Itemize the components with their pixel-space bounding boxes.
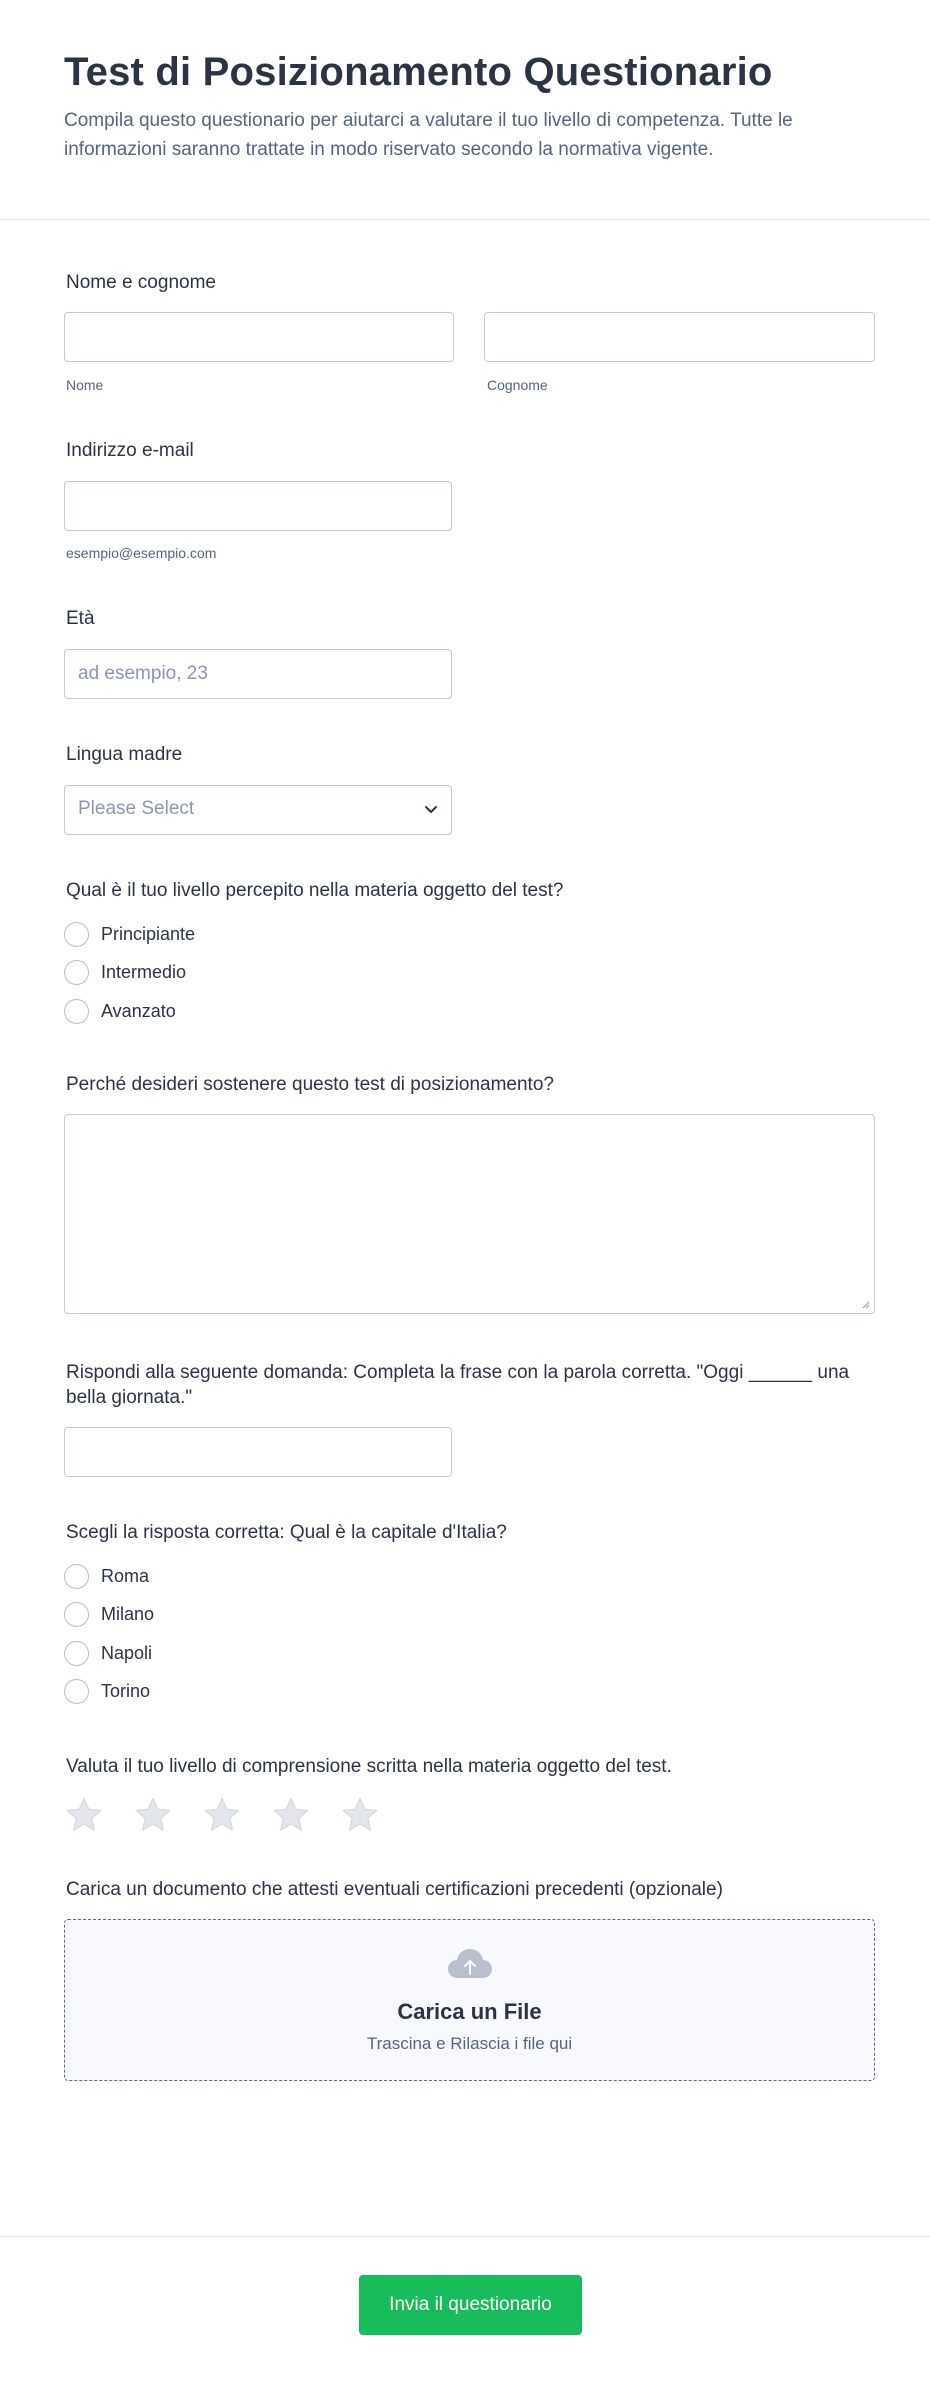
form-description: Compila questo questionario per aiutarci a valutare il tuo livello di competenza. Tutte le informazioni saranno trattate in modo riservato secondo la normativa vigente.	[64, 110, 793, 160]
last-name-input[interactable]	[484, 312, 875, 362]
radio-button[interactable]	[64, 960, 89, 985]
upload-title: Carica un File	[397, 1999, 542, 2024]
radio-button[interactable]	[64, 1641, 89, 1666]
star-icon[interactable]	[64, 1795, 104, 1835]
star-rating	[64, 1795, 409, 1835]
first-name-sublabel: Nome	[66, 377, 104, 393]
first-name-input[interactable]	[64, 312, 454, 362]
form-footer	[0, 2236, 930, 2384]
radio-button[interactable]	[64, 1564, 89, 1589]
reason-textarea[interactable]	[64, 1114, 875, 1314]
capital-option-napoli[interactable]	[64, 1640, 152, 1666]
star-icon[interactable]	[271, 1795, 311, 1835]
radio-button[interactable]	[64, 1679, 89, 1704]
level-option-avanzato[interactable]	[64, 998, 176, 1024]
capital-option-milano[interactable]	[64, 1601, 154, 1627]
upload-label: Carica un documento che attesti eventuali certificazioni precedenti (opzionale)	[66, 1879, 723, 1900]
file-upload-dropzone[interactable]	[64, 1919, 875, 2081]
radio-label: Milano	[101, 1603, 155, 1624]
email-input[interactable]	[64, 481, 452, 531]
full-name-label: Nome e cognome	[66, 272, 216, 293]
level-label: Qual è il tuo livello percepito nella materia oggetto del test?	[66, 880, 564, 901]
radio-label: Roma	[101, 1565, 150, 1586]
radio-label: Avanzato	[101, 1000, 176, 1021]
language-select[interactable]	[64, 785, 452, 835]
rating-label: Valuta il tuo livello di comprensione scritta nella materia oggetto del test.	[66, 1756, 672, 1777]
level-option-principiante[interactable]	[64, 921, 195, 947]
radio-label: Torino	[101, 1680, 151, 1701]
capital-option-roma[interactable]	[64, 1563, 149, 1589]
radio-button[interactable]	[64, 999, 89, 1024]
form-title: Test di Posizionamento Questionario	[64, 50, 773, 94]
email-sublabel: esempio@esempio.com	[66, 545, 217, 561]
complete-sentence-label: Rispondi alla seguente domanda: Completa la frase con la parola corretta. "Oggi ______ una bella giornata."	[66, 1362, 850, 1408]
radio-label: Intermedio	[101, 961, 187, 982]
cloud-upload-icon	[446, 1946, 494, 1982]
upload-subtitle: Trascina e Rilascia i file qui	[366, 2034, 573, 2053]
age-label: Età	[66, 608, 95, 629]
complete-sentence-input[interactable]	[64, 1427, 452, 1477]
star-icon[interactable]	[202, 1795, 242, 1835]
radio-label: Principiante	[101, 923, 196, 944]
capital-option-torino[interactable]	[64, 1678, 150, 1704]
star-icon[interactable]	[340, 1795, 380, 1835]
level-option-intermedio[interactable]	[64, 959, 186, 985]
radio-button[interactable]	[64, 922, 89, 947]
resize-handle-icon[interactable]	[860, 1299, 870, 1309]
age-input[interactable]	[64, 649, 452, 699]
submit-button[interactable]: Invia il questionario	[359, 2275, 582, 2335]
language-select-value: Please Select	[78, 798, 195, 819]
email-label: Indirizzo e-mail	[66, 440, 194, 461]
reason-label: Perché desideri sostenere questo test di posizionamento?	[66, 1074, 554, 1095]
capital-label: Scegli la risposta corretta: Qual è la capitale d'Italia?	[66, 1522, 507, 1543]
form-header	[0, 0, 930, 220]
chevron-down-icon	[423, 801, 439, 817]
radio-label: Napoli	[101, 1642, 153, 1663]
star-icon[interactable]	[133, 1795, 173, 1835]
radio-button[interactable]	[64, 1602, 89, 1627]
last-name-sublabel: Cognome	[487, 377, 548, 393]
language-label: Lingua madre	[66, 744, 183, 765]
